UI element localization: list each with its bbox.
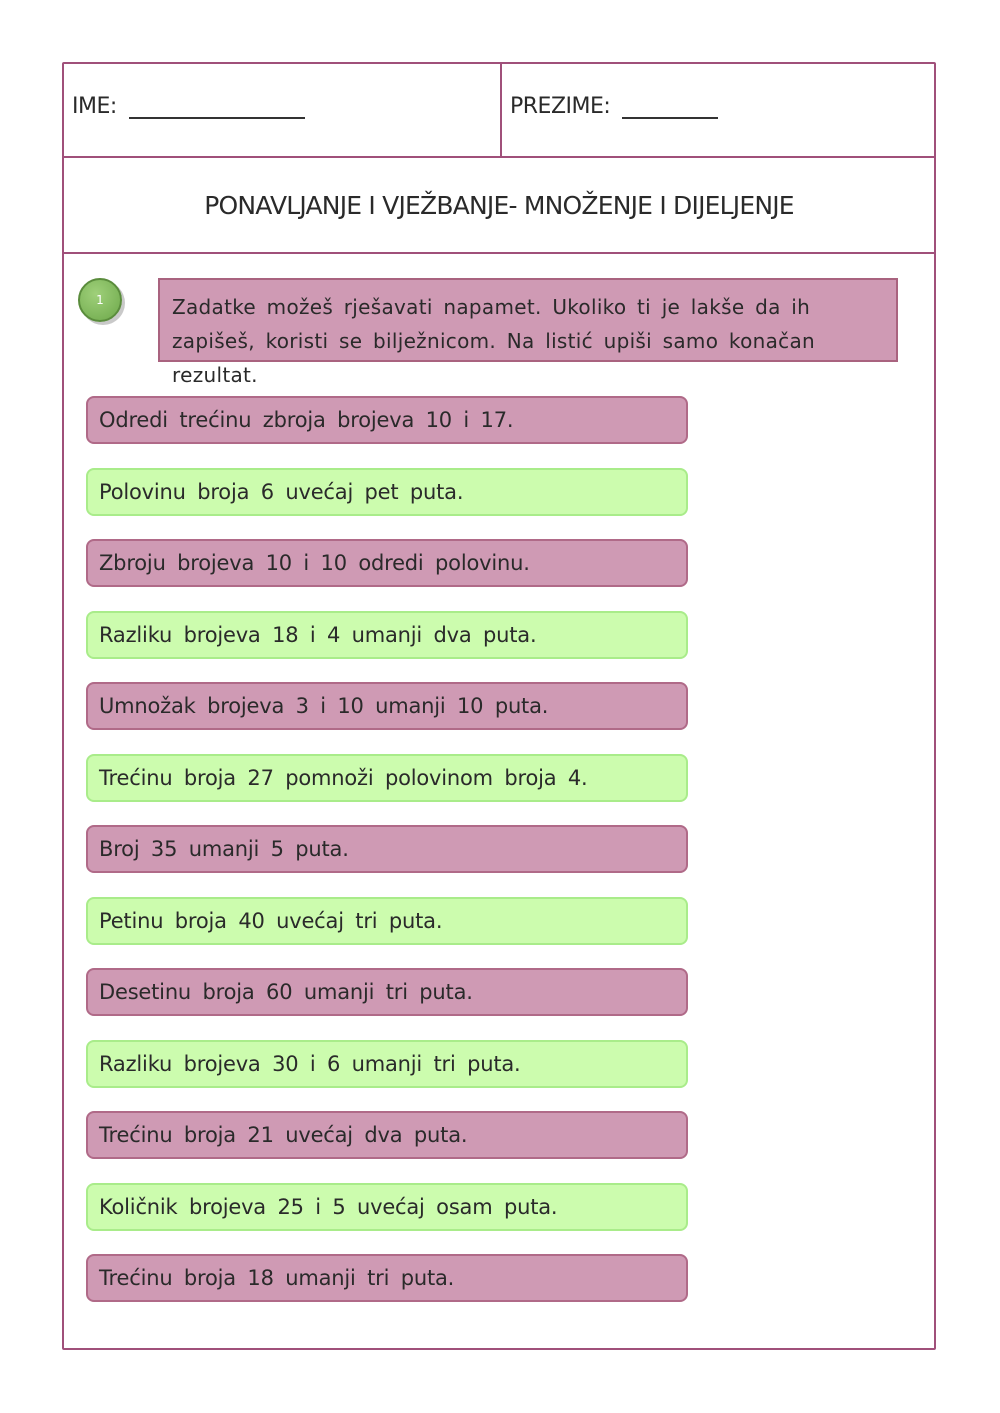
prezime-field [510,94,718,119]
header-row [64,64,934,158]
ime-label: IME: [72,94,117,119]
task-item[interactable] [86,1254,688,1302]
ime-answer-line[interactable] [129,95,305,119]
task-text: Umnožak brojeva 3 i 10 umanji 10 puta. [99,694,549,718]
task-text: Trećinu broja 21 uvećaj dva puta. [99,1123,468,1147]
task-text: Petinu broja 40 uvećaj tri puta. [99,908,443,933]
task-list [86,396,688,1326]
prezime-label: PREZIME: [510,94,611,119]
exercise-number: 1 [96,293,104,307]
header-divider [500,64,502,158]
task-item[interactable] [86,825,688,873]
task-text: Količnik brojeva 25 i 5 uvećaj osam puta. [99,1194,558,1219]
task-text: Desetinu broja 60 umanji tri puta. [99,980,473,1004]
ime-field [72,94,305,119]
task-item[interactable] [86,754,688,802]
task-item[interactable] [86,1111,688,1159]
task-item[interactable] [86,539,688,587]
task-text: Zbroju brojeva 10 i 10 odredi polovinu. [99,551,530,575]
worksheet [62,62,936,1350]
prezime-answer-line[interactable] [622,95,718,119]
task-text: Broj 35 umanji 5 puta. [99,837,349,861]
task-item[interactable] [86,611,688,659]
title-row [64,158,934,254]
task-item[interactable] [86,1183,688,1231]
task-item[interactable] [86,396,688,444]
task-item[interactable] [86,1040,688,1088]
task-text: Trećinu broja 27 pomnoži polovinom broja 4. [99,765,588,790]
task-text: Polovinu broja 6 uvećaj pet puta. [99,479,464,504]
task-item[interactable] [86,468,688,516]
task-text: Razliku brojeva 18 i 4 umanji dva puta. [99,622,537,647]
task-item[interactable] [86,897,688,945]
task-item[interactable] [86,682,688,730]
task-text: Odredi trećinu zbroja brojeva 10 i 17. [99,408,514,432]
exercise-number-badge [78,278,122,322]
task-text: Razliku brojeva 30 i 6 umanji tri puta. [99,1051,521,1076]
task-item[interactable] [86,968,688,1016]
task-text: Trećinu broja 18 umanji tri puta. [99,1266,455,1290]
page-title: PONAVLJANJE I VJEŽBANJE- MNOŽENJE I DIJELJENJE [204,190,794,220]
instruction-box: Zadatke možeš rješavati napamet. Ukoliko ti je lakše da ih zapišeš, koristi se bilježnicom. Na listić upiši samo konačan rezultat. [158,278,898,362]
